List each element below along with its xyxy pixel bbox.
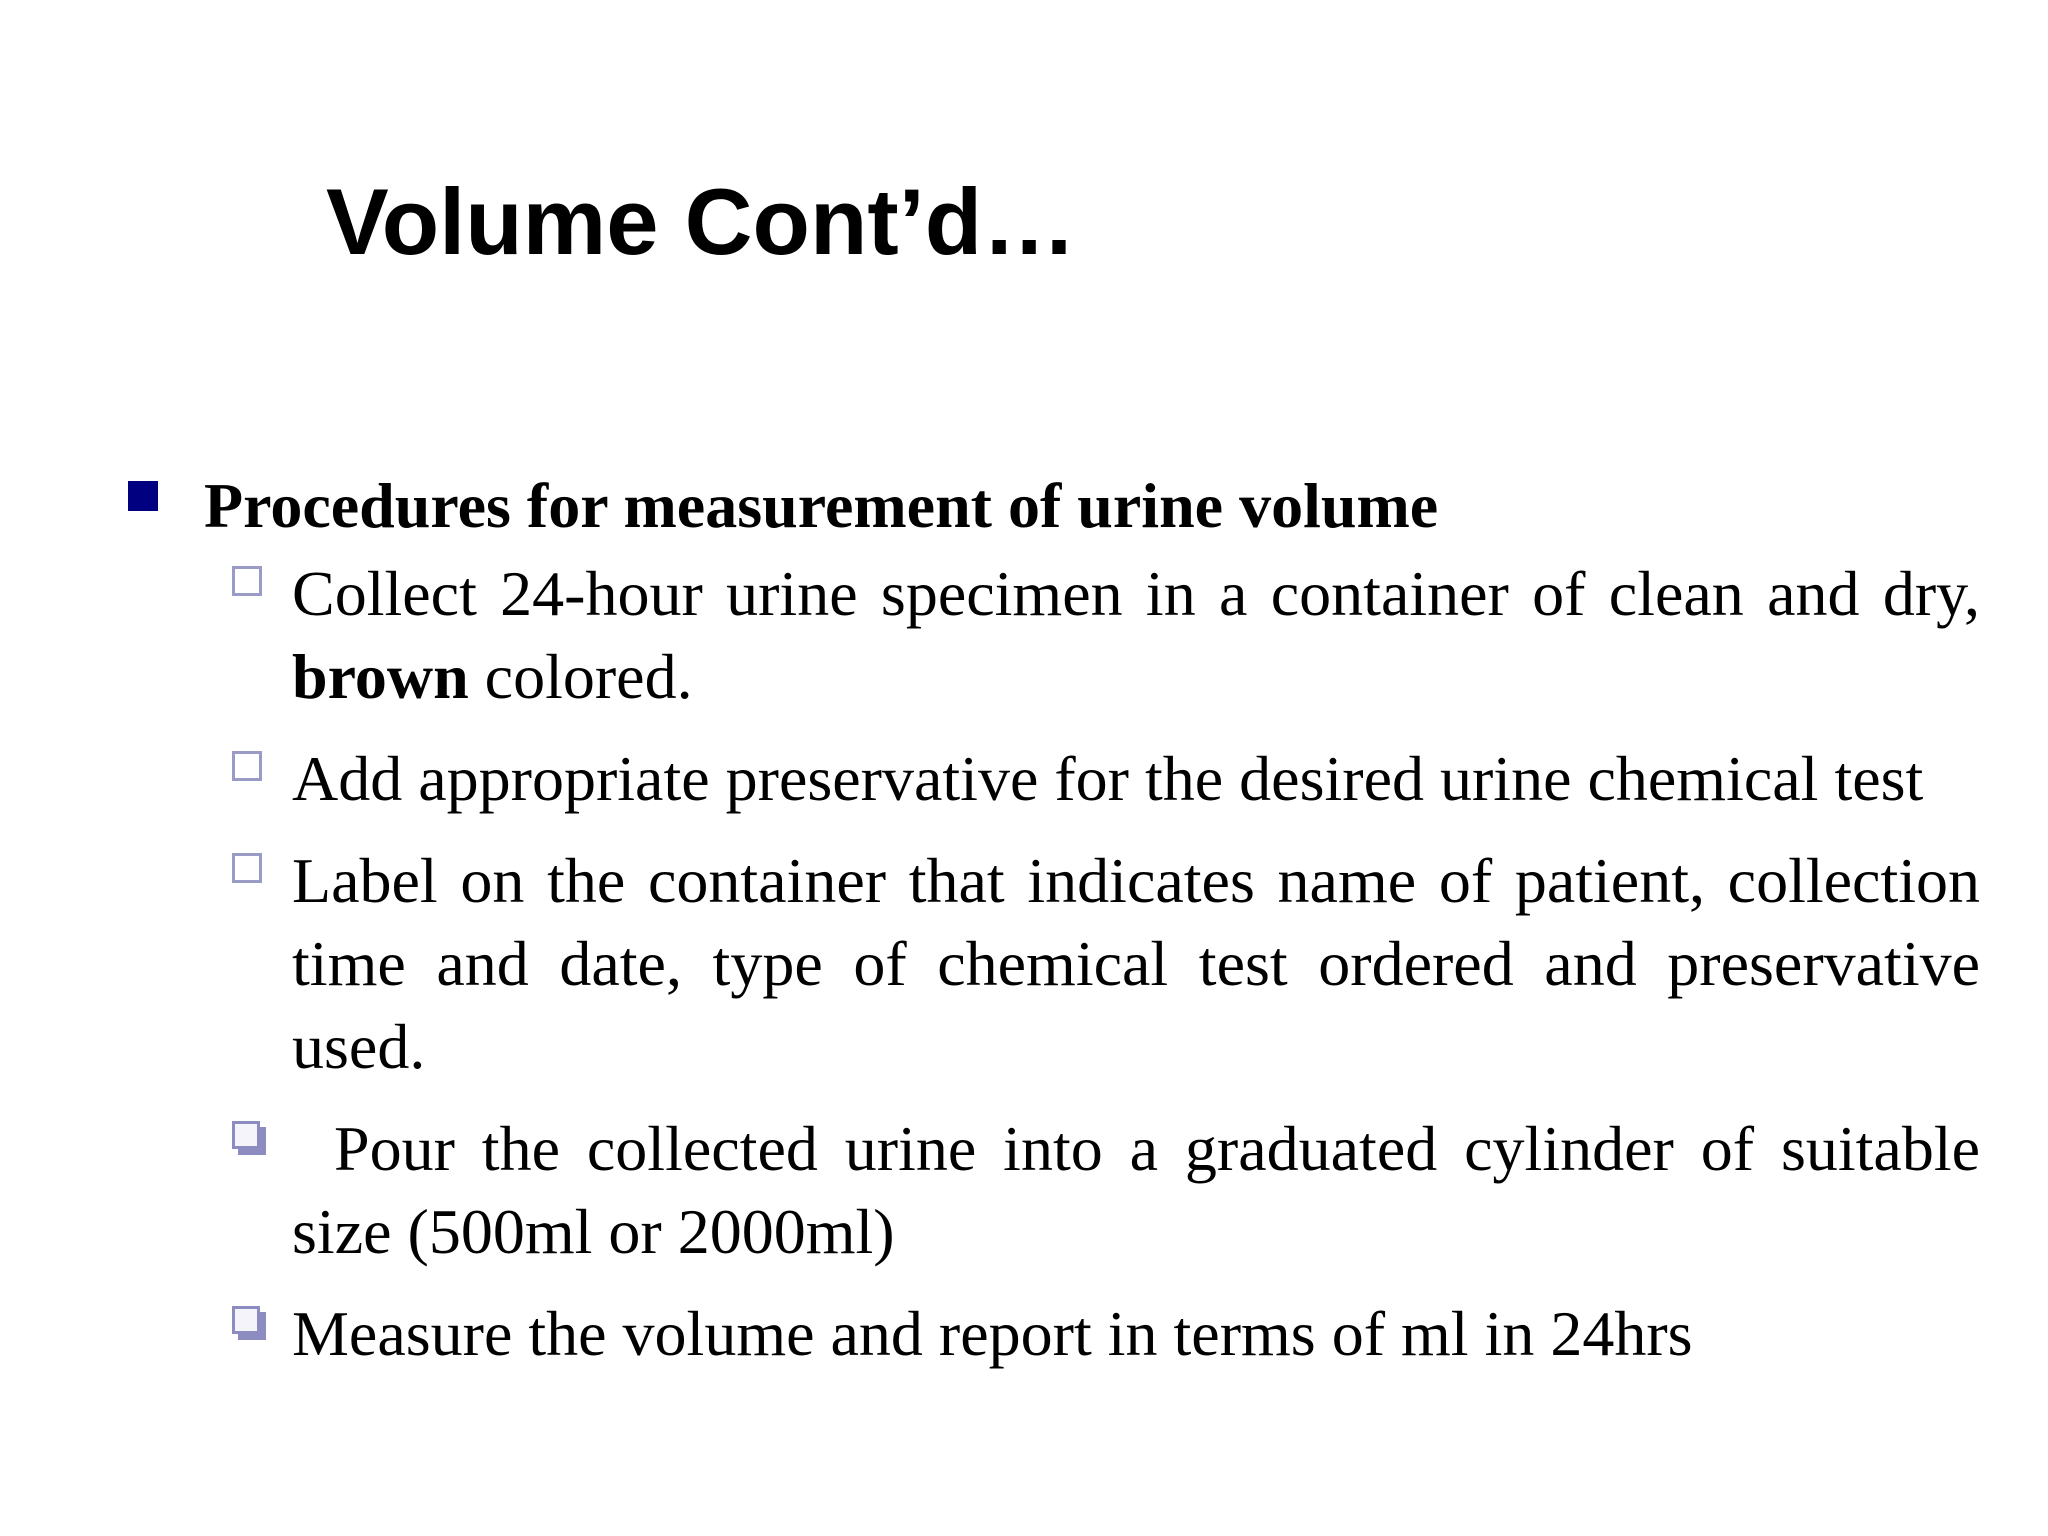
main-bullet-item: [0, 462, 2048, 550]
hollow-square-bullet-icon: [232, 853, 262, 883]
hollow-square-bullet-icon: [232, 751, 262, 781]
list-item: [292, 1292, 1980, 1375]
list-item-text: Pour the collected urine into a graduated cylinder of suitable size (500ml or 2000ml): [292, 1113, 1980, 1267]
slide-content: [0, 462, 2048, 1394]
list-item: [292, 552, 1980, 718]
list-item: [292, 839, 1980, 1088]
hollow-square-bullet-icon: [232, 566, 262, 596]
list-item-text: Measure the volume and report in terms of ml in 24hrs: [292, 1298, 1693, 1369]
list-item-text: Add appropriate preservative for the desired urine chemical test: [292, 743, 1924, 814]
list-item-text: Collect 24-hour urine specimen in a container of clean and dry, brown colored.: [292, 558, 1980, 712]
shadowed-square-bullet-icon: [232, 1306, 260, 1334]
main-bullet-text: Procedures for measurement of urine volume: [204, 470, 1439, 541]
slide-title: Volume Cont’d…: [326, 169, 1077, 274]
square-bullet-icon: [128, 481, 158, 511]
list-item: [292, 737, 1980, 820]
bold-word: brown: [292, 641, 469, 712]
list-item-text: Label on the container that indicates name of patient, collection time and date, type of chemical test ordered and preservative used.: [292, 845, 1980, 1082]
shadowed-square-bullet-icon: [232, 1121, 260, 1149]
list-item: [292, 1107, 1980, 1273]
sub-bullet-list: [0, 552, 2048, 1375]
